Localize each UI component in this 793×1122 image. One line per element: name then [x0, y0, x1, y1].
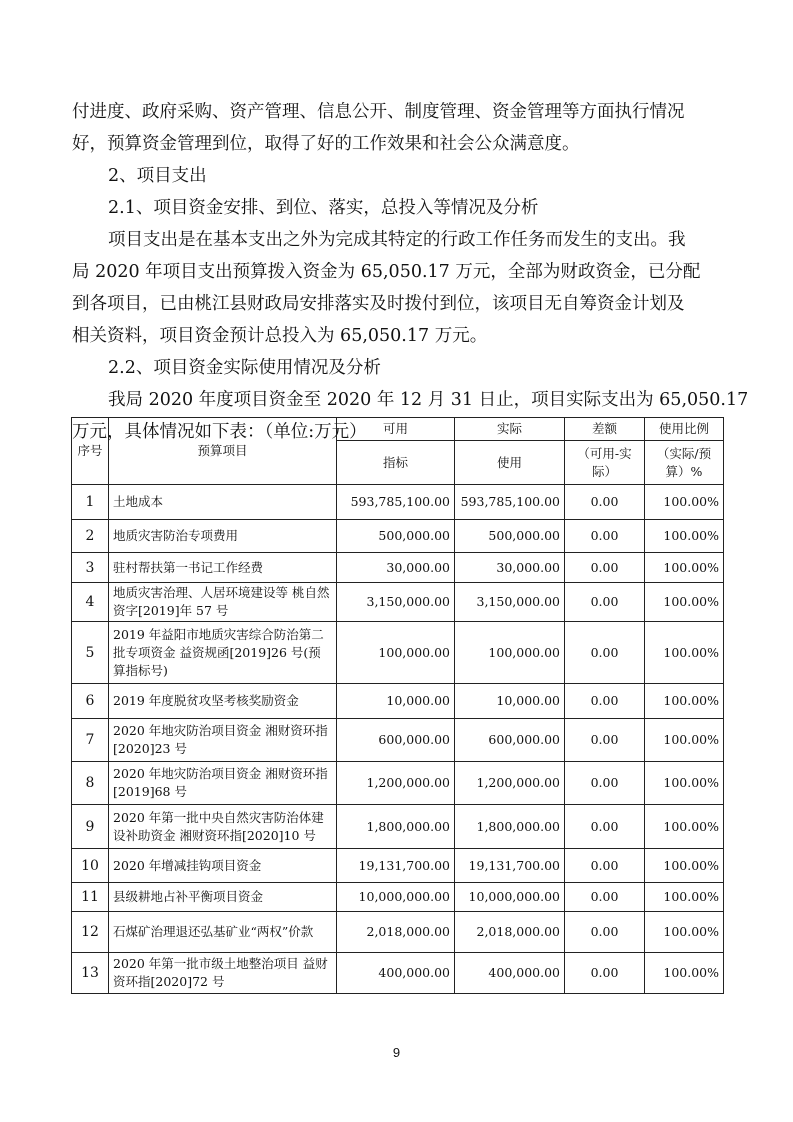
row-available: 593,785,100.00 [337, 485, 455, 520]
text-line: 项目支出是在基本支出之外为完成其特定的行政工作任务而发生的支出。我 [108, 230, 686, 250]
header-ratio: 使用比例 [645, 418, 724, 441]
table-row [72, 805, 724, 849]
row-seq: 1 [72, 485, 109, 520]
row-difference: 0.00 [565, 583, 645, 622]
row-item: 2020 年第一批中央自然灾害防治体建设补助资金 湘财资环指[2020]10 号 [109, 805, 337, 849]
row-actual: 593,785,100.00 [455, 485, 565, 520]
row-difference: 0.00 [565, 520, 645, 553]
header-row-top [72, 418, 724, 441]
row-actual: 19,131,700.00 [455, 849, 565, 883]
row-actual: 600,000.00 [455, 719, 565, 762]
row-actual: 1,800,000.00 [455, 805, 565, 849]
row-actual: 3,150,000.00 [455, 583, 565, 622]
row-actual: 1,200,000.00 [455, 762, 565, 805]
row-ratio: 100.00% [645, 485, 724, 520]
row-item: 石煤矿治理退还弘基矿业“两权”价款 [109, 912, 337, 953]
row-difference: 0.00 [565, 883, 645, 912]
text-line: 万元，具体情况如下表：（单位:万元） [72, 422, 367, 442]
row-seq: 8 [72, 762, 109, 805]
row-ratio: 100.00% [645, 883, 724, 912]
table-row [72, 684, 724, 719]
row-ratio: 100.00% [645, 684, 724, 719]
paragraph-procurement-summary [72, 96, 722, 160]
header-available-sub: 指标 [337, 441, 455, 485]
row-ratio: 100.00% [645, 520, 724, 553]
row-ratio: 100.00% [645, 849, 724, 883]
page-number: 9 [392, 1045, 401, 1060]
row-actual: 2,018,000.00 [455, 912, 565, 953]
row-difference: 0.00 [565, 485, 645, 520]
row-available: 10,000,000.00 [337, 883, 455, 912]
row-available: 10,000.00 [337, 684, 455, 719]
paragraph-project-funding [72, 224, 722, 352]
table-row [72, 849, 724, 883]
row-actual: 400,000.00 [455, 953, 565, 994]
header-difference: 差额 [565, 418, 645, 441]
table-row [72, 622, 724, 684]
budget-table [71, 417, 724, 994]
text-line: 好，预算资金管理到位，取得了好的工作效果和社会公众满意度。 [72, 134, 580, 154]
row-seq: 9 [72, 805, 109, 849]
row-available: 100,000.00 [337, 622, 455, 684]
row-available: 2,018,000.00 [337, 912, 455, 953]
row-difference: 0.00 [565, 849, 645, 883]
row-item: 2020 年第一批市级土地整治项目 益财资环指[2020]72 号 [109, 953, 337, 994]
heading-text: 2.1、项目资金安排、到位、落实，总投入等情况及分析 [108, 198, 539, 218]
row-available: 1,200,000.00 [337, 762, 455, 805]
row-ratio: 100.00% [645, 805, 724, 849]
heading-text: 2、项目支出 [108, 166, 207, 186]
row-seq: 6 [72, 684, 109, 719]
row-item: 驻村帮扶第一书记工作经费 [109, 553, 337, 583]
text-line: 到各项目，已由桃江县财政局安排落实及时拨付到位，该项目无自筹资金计划及 [72, 294, 685, 314]
row-difference: 0.00 [565, 805, 645, 849]
row-seq: 2 [72, 520, 109, 553]
row-available: 19,131,700.00 [337, 849, 455, 883]
row-difference: 0.00 [565, 719, 645, 762]
table-row [72, 762, 724, 805]
header-difference-sub: （可用-实际） [565, 441, 645, 485]
table-row [72, 912, 724, 953]
row-seq: 5 [72, 622, 109, 684]
header-seq: 序号 [72, 418, 109, 485]
row-actual: 100,000.00 [455, 622, 565, 684]
row-actual: 10,000,000.00 [455, 883, 565, 912]
row-ratio: 100.00% [645, 912, 724, 953]
table-row [72, 719, 724, 762]
row-item: 地质灾害治理、人居环境建设等 桃自然资字[2019]年 57 号 [109, 583, 337, 622]
heading-text: 2.2、项目资金实际使用情况及分析 [108, 358, 381, 378]
row-seq: 11 [72, 883, 109, 912]
header-actual-sub: 使用 [455, 441, 565, 485]
row-available: 500,000.00 [337, 520, 455, 553]
table-row [72, 883, 724, 912]
row-seq: 4 [72, 583, 109, 622]
text-line: 相关资料，项目资金预计总投入为 65,050.17 万元。 [72, 326, 488, 346]
row-item: 2019 年度脱贫攻坚考核奖励资金 [109, 684, 337, 719]
header-actual: 实际 [455, 418, 565, 441]
row-seq: 3 [72, 553, 109, 583]
row-actual: 10,000.00 [455, 684, 565, 719]
row-available: 1,800,000.00 [337, 805, 455, 849]
row-seq: 13 [72, 953, 109, 994]
row-item: 县级耕地占补平衡项目资金 [109, 883, 337, 912]
row-difference: 0.00 [565, 762, 645, 805]
row-difference: 0.00 [565, 912, 645, 953]
row-available: 600,000.00 [337, 719, 455, 762]
row-seq: 10 [72, 849, 109, 883]
text-line: 局 2020 年项目支出预算拨入资金为 65,050.17 万元，全部为财政资金，已分配 [72, 262, 701, 282]
header-ratio-sub: （实际/预算）% [645, 441, 724, 485]
row-ratio: 100.00% [645, 583, 724, 622]
row-actual: 500,000.00 [455, 520, 565, 553]
table-row [72, 485, 724, 520]
row-available: 400,000.00 [337, 953, 455, 994]
table-row [72, 953, 724, 994]
row-ratio: 100.00% [645, 553, 724, 583]
row-item: 土地成本 [109, 485, 337, 520]
table-row [72, 553, 724, 583]
row-item: 2020 年地灾防治项目资金 湘财资环指[2019]68 号 [109, 762, 337, 805]
row-seq: 12 [72, 912, 109, 953]
row-ratio: 100.00% [645, 953, 724, 994]
row-item: 2019 年益阳市地质灾害综合防治第二批专项资金 益资规函[2019]26 号(预算指标号) [109, 622, 337, 684]
row-difference: 0.00 [565, 553, 645, 583]
row-available: 30,000.00 [337, 553, 455, 583]
header-item: 预算项目 [109, 418, 337, 485]
table-row [72, 520, 724, 553]
row-item: 2020 年地灾防治项目资金 湘财资环指[2020]23 号 [109, 719, 337, 762]
row-difference: 0.00 [565, 953, 645, 994]
row-item: 2020 年增减挂钩项目资金 [109, 849, 337, 883]
table-row [72, 583, 724, 622]
row-ratio: 100.00% [645, 622, 724, 684]
text-line: 付进度、政府采购、资产管理、信息公开、制度管理、资金管理等方面执行情况 [72, 102, 685, 122]
row-difference: 0.00 [565, 622, 645, 684]
header-available: 可用 [337, 418, 455, 441]
text-line: 我局 2020 年度项目资金至 2020 年 12 月 31 日止，项目实际支出为 65,050.17 [108, 390, 749, 410]
row-actual: 30,000.00 [455, 553, 565, 583]
row-difference: 0.00 [565, 684, 645, 719]
row-available: 3,150,000.00 [337, 583, 455, 622]
row-ratio: 100.00% [645, 762, 724, 805]
heading-project-expenditure [72, 160, 758, 192]
row-seq: 7 [72, 719, 109, 762]
row-ratio: 100.00% [645, 719, 724, 762]
row-item: 地质灾害防治专项费用 [109, 520, 337, 553]
heading-2-1 [72, 192, 758, 224]
